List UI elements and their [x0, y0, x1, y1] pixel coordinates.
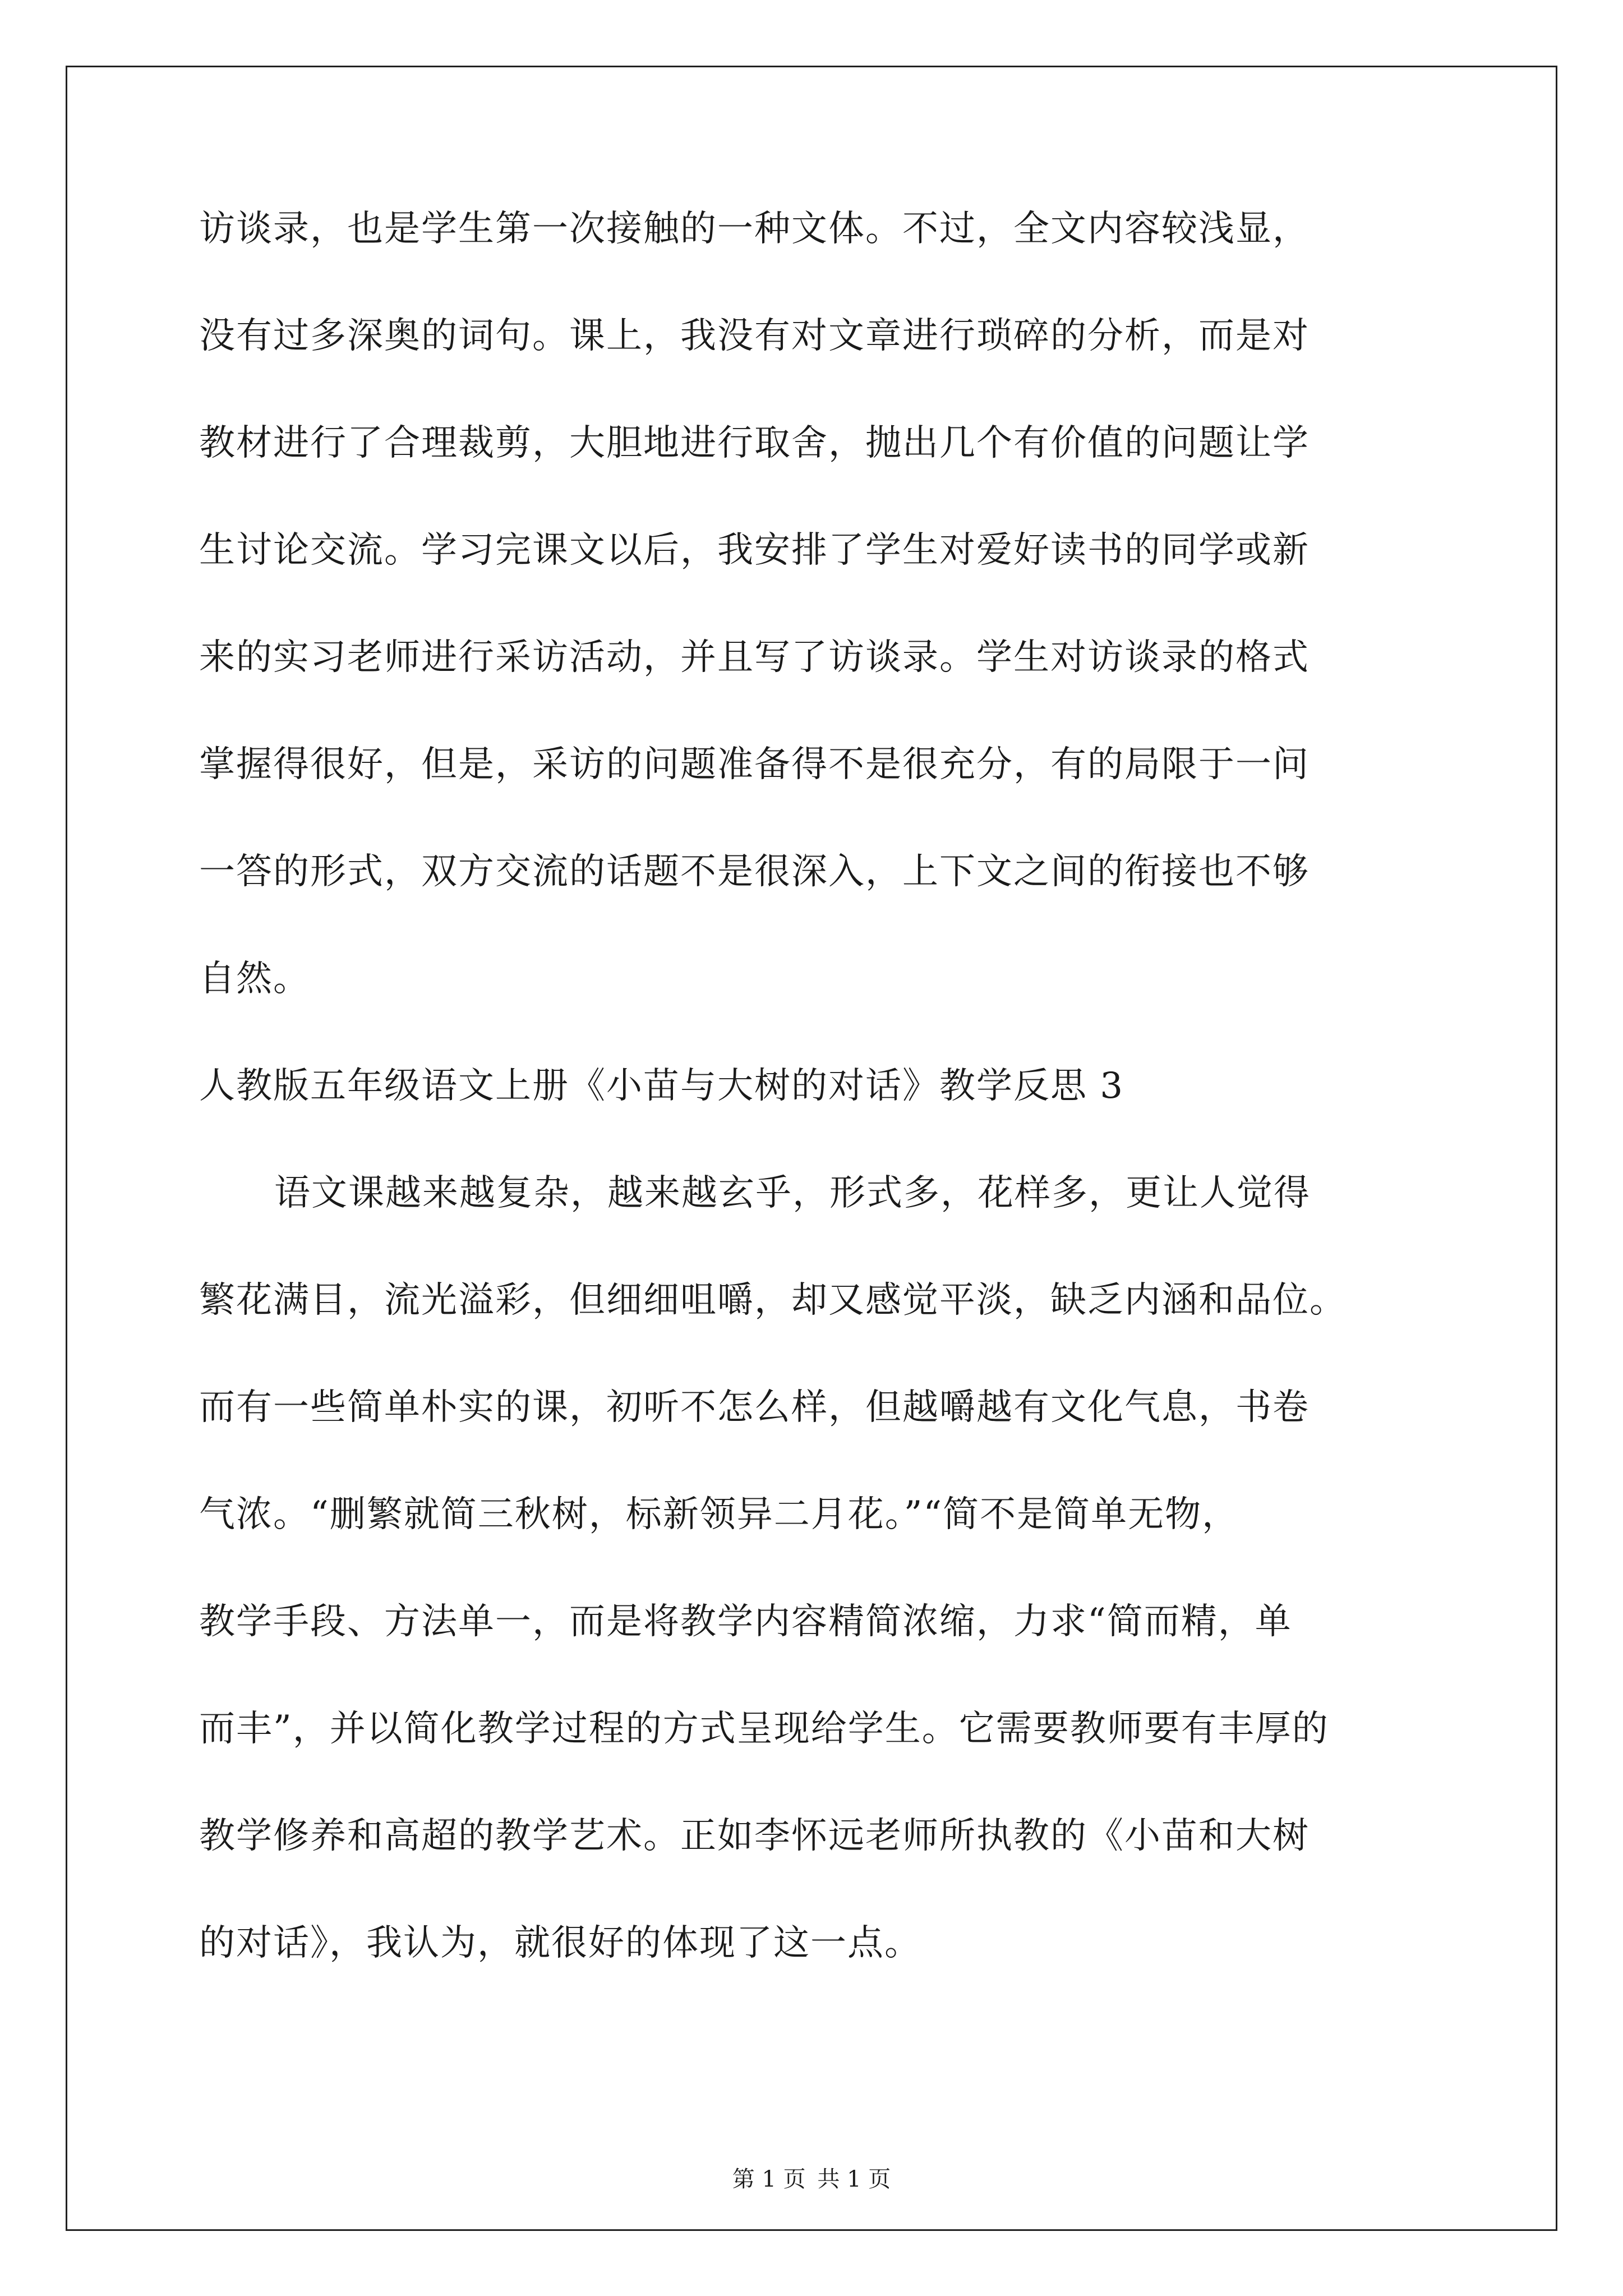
body-text-line: 教材进行了合理裁剪，大胆地进行取舍，抛出几个有价值的问题让学 [199, 422, 1310, 464]
body-text-line: 教学修养和高超的教学艺术。正如李怀远老师所执教的《小苗和大树 [199, 1815, 1310, 1857]
body-text-line: 的对话》，我认为，就很好的体现了这一点。 [199, 1922, 921, 1964]
body-text-line: 掌握得很好，但是，采访的问题准备得不是很充分，有的局限于一问 [199, 744, 1310, 785]
body-text-line: 语文课越来越复杂，越来越玄乎，形式多，花样多，更让人觉得 [274, 1172, 1311, 1214]
section-heading: 人教版五年级语文上册《小苗与大树的对话》教学反思 3 [199, 1065, 1124, 1107]
body-text-line: 自然。 [199, 958, 310, 1000]
body-text-line: 教学手段、方法单一，而是将教学内容精简浓缩，力求“简而精，单 [199, 1601, 1292, 1642]
body-text-line: 没有过多深奥的词句。课上，我没有对文章进行琐碎的分析，而是对 [199, 315, 1310, 357]
document-body [199, 202, 1450, 2023]
body-text-line: 气浓。“删繁就简三秋树，标新领异二月花。”“简不是简单无物， [199, 1494, 1239, 1535]
body-text-line: 而有一些简单朴实的课，初听不怎么样，但越嚼越有文化气息，书卷 [199, 1387, 1310, 1428]
page-footer [0, 2165, 1623, 2193]
body-text-line: 一答的形式，双方交流的话题不是很深入，上下文之间的衔接也不够 [199, 851, 1310, 892]
body-text-line: 繁花满目，流光溢彩，但细细咀嚼，却又感觉平淡，缺乏内涵和品位。 [199, 1280, 1347, 1321]
body-text-line: 而丰”，并以简化教学过程的方式呈现给学生。它需要教师要有丰厚的 [199, 1708, 1329, 1750]
body-text-line: 生讨论交流。学习完课文以后，我安排了学生对爱好读书的同学或新 [199, 530, 1310, 571]
page-total: 共 1 页 [817, 2166, 891, 2192]
page-number: 第 1 页 [732, 2166, 806, 2192]
body-text-line: 来的实习老师进行采访活动，并且写了访谈录。学生对访谈录的格式 [199, 637, 1310, 678]
body-text-line: 访谈录，也是学生第一次接触的一种文体。不过，全文内容较浅显， [199, 208, 1310, 250]
